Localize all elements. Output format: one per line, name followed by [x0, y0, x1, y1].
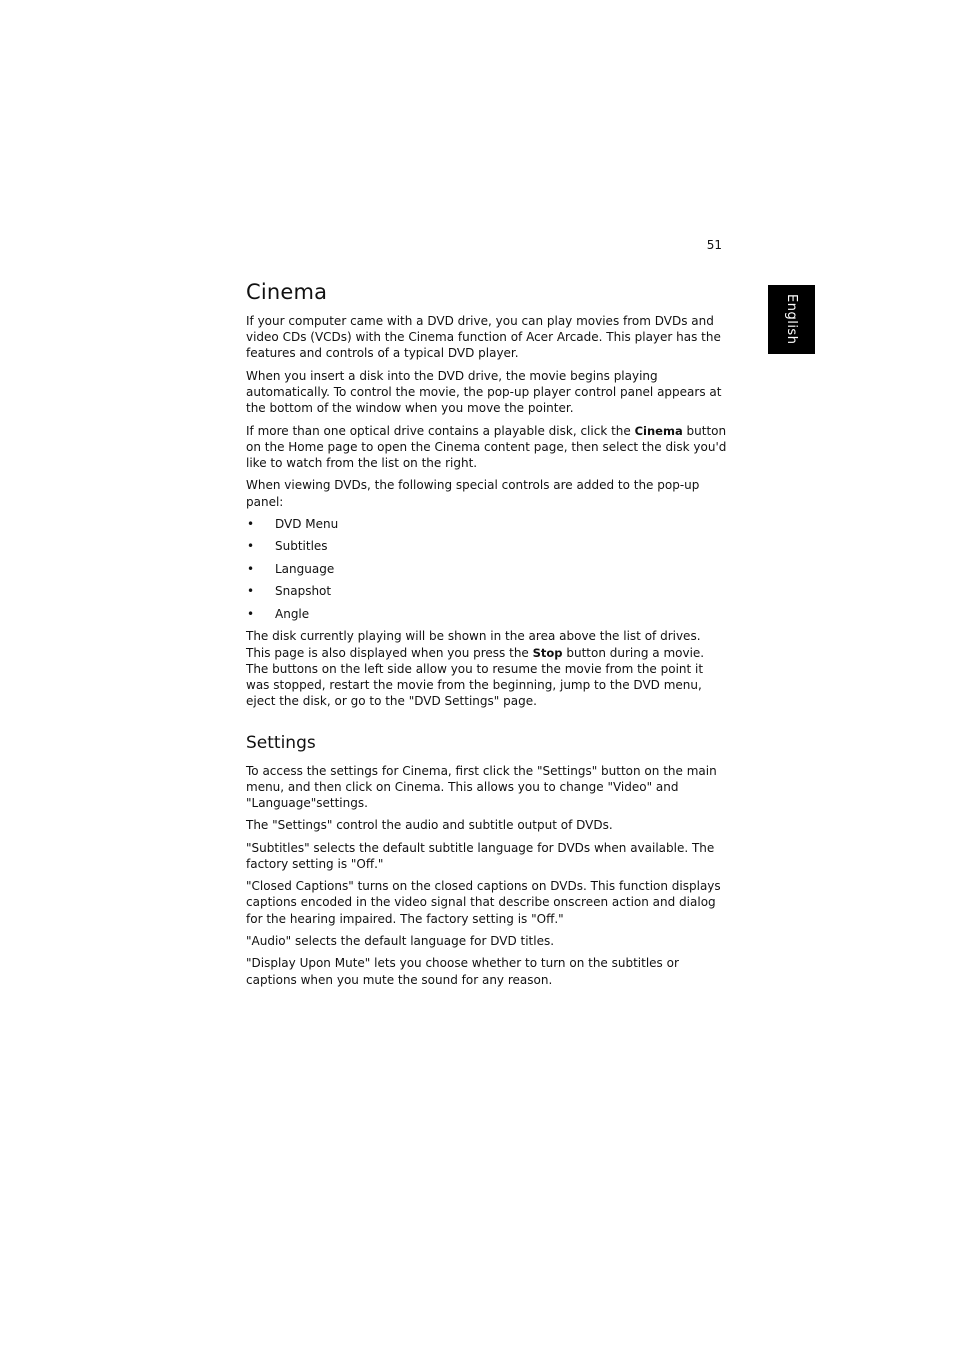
section-title-cinema: Cinema — [246, 280, 328, 304]
subtitles-setting-paragraph: "Subtitles" selects the default subtitle language for DVDs when available. The factory setting is "Off." — [246, 840, 715, 871]
list-item: • DVD Menu — [246, 516, 728, 532]
multiple-drives-text-before: If more than one optical drive contains a playable disk, click the — [246, 423, 635, 438]
list-item: • Snapshot — [246, 583, 728, 599]
page-content — [246, 279, 728, 994]
list-item: • Angle — [246, 606, 728, 622]
currently-playing-text-before: The disk currently playing will be shown in the area above the list of drives. This page is also displayed when you press the — [246, 629, 701, 660]
closed-captions-setting-paragraph: "Closed Captions" turns on the closed captions on DVDs. This function displays captions encoded in the video signal that describe onscreen action and dialog for the hearing impaired. The factory setting is "Off." — [246, 879, 721, 926]
multiple-drives-paragraph — [246, 423, 728, 472]
stop-button-term: Stop — [532, 645, 563, 660]
audio-setting-paragraph: "Audio" selects the default language for DVD titles. — [246, 934, 555, 949]
language-side-tab — [768, 285, 815, 354]
viewing-dvds-paragraph: When viewing DVDs, the following special controls are added to the pop-up panel: — [246, 478, 700, 509]
insert-disk-paragraph: When you insert a disk into the DVD drive, the movie begins playing automatically. To control the movie, the pop-up player control panel appears at the bottom of the window when you move the pointer. — [246, 368, 722, 416]
settings-access-paragraph: To access the settings for Cinema, first click the "Settings" button on the main menu, and then click on Cinema. This allows you to change "Video" and "Language"settings. — [246, 763, 717, 810]
currently-playing-paragraph — [246, 628, 728, 709]
special-controls-list — [246, 516, 728, 622]
intro-paragraph: If your computer came with a DVD drive, you can play movies from DVDs and video CDs (VCDs) with the Cinema function of Acer Arcade. This player has the features and controls of a typical DVD player. — [246, 314, 721, 361]
currently-playing-text-after: button during a movie. The buttons on the left side allow you to resume the movie from the point it was stopped, restart the movie from the beginning, jump to the DVD menu, eject the disk, or go to the "DVD Settings" page. — [246, 645, 705, 709]
settings-control-paragraph: The "Settings" control the audio and subtitle output of DVDs. — [246, 818, 613, 833]
section-title-settings: Settings — [246, 732, 316, 753]
language-side-tab-label: English — [784, 294, 799, 345]
page-number: 51 — [706, 238, 722, 252]
cinema-button-term: Cinema — [634, 423, 683, 438]
list-item: • Language — [246, 561, 728, 577]
display-upon-mute-paragraph: "Display Upon Mute" lets you choose whether to turn on the subtitles or captions when you mute the sound for any reason. — [246, 956, 679, 987]
list-item: • Subtitles — [246, 538, 728, 554]
multiple-drives-text-after: button on the Home page to open the Cinema content page, then select the disk you'd like to watch from the list on the right. — [246, 423, 727, 470]
